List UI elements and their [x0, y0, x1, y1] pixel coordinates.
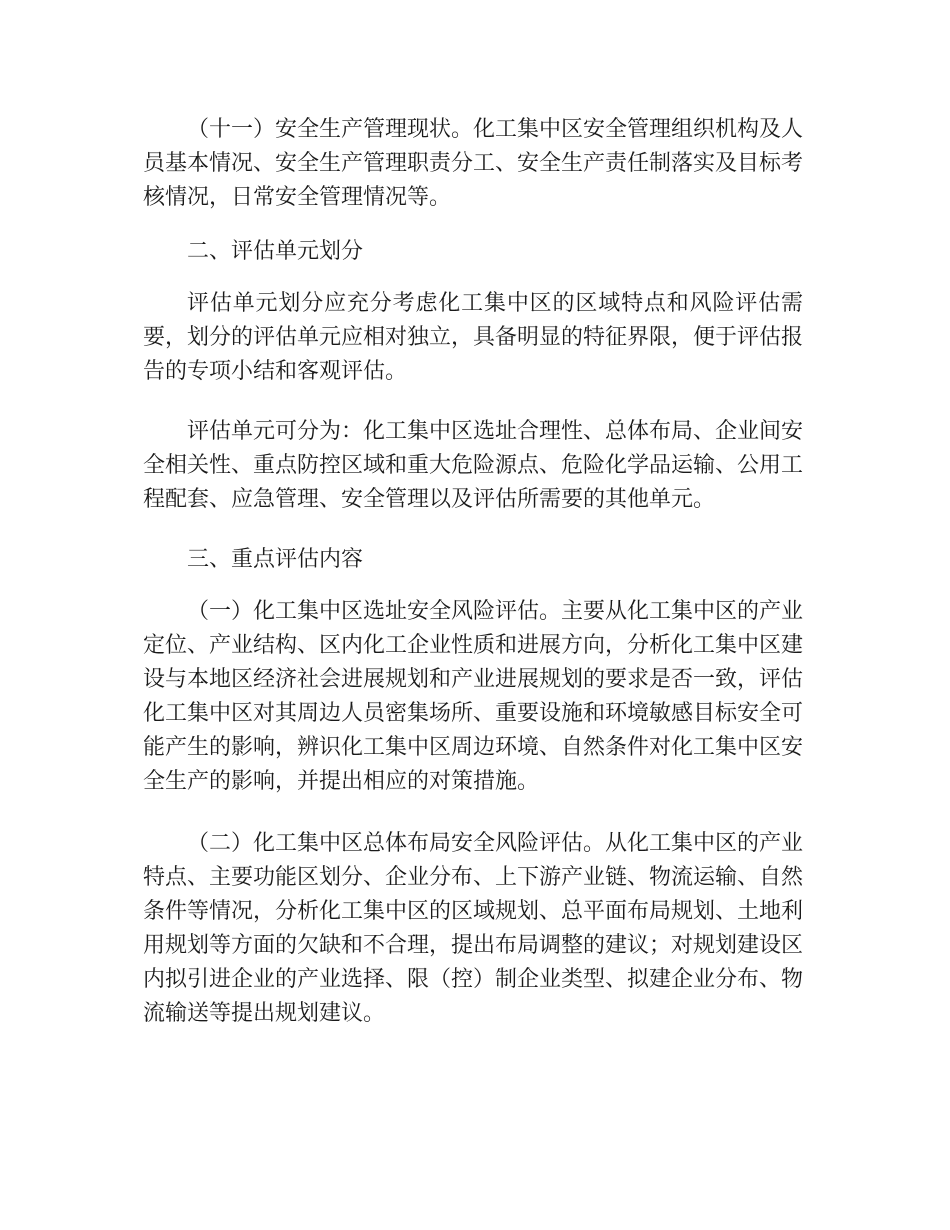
text-line: 评估单元可分为：化工集中区选址合理性、总体布局、企业间安	[187, 419, 804, 444]
text-line: 流输送等提出规划建议。	[143, 1001, 386, 1026]
section-heading-unit-division	[143, 235, 803, 269]
text-line: 全生产的影响，并提出相应的对策措施。	[143, 769, 540, 794]
text-line: （一）化工集中区选址安全风险评估。主要从化工集中区的产业	[187, 599, 804, 624]
text-line: 特点、主要功能区划分、企业分布、上下游产业链、物流运输、自然	[143, 865, 804, 890]
text-line: 告的专项小结和客观评估。	[143, 359, 408, 384]
text-line: 核情况，日常安全管理情况等。	[143, 185, 452, 210]
heading-text: 三、重点评估内容	[187, 547, 364, 572]
section-heading-key-content	[143, 543, 803, 577]
text-line: 能产生的影响，辨识化工集中区周边环境、自然条件对化工集中区安	[143, 735, 804, 760]
text-line: 全相关性、重点防控区域和重大危险源点、危险化学品运输、公用工	[143, 453, 804, 478]
paragraph-site-selection-assessment	[143, 595, 803, 799]
text-line: （二）化工集中区总体布局安全风险评估。从化工集中区的产业	[187, 831, 804, 856]
text-line: 用规划等方面的欠缺和不合理，提出布局调整的建议；对规划建设区	[143, 933, 804, 958]
text-line: 化工集中区对其周边人员密集场所、重要设施和环境敏感目标安全可	[143, 701, 804, 726]
paragraph-layout-assessment	[143, 827, 803, 1031]
text-line: 评估单元划分应充分考虑化工集中区的区域特点和风险评估需	[187, 291, 803, 316]
paragraph-unit-division	[143, 287, 803, 389]
text-line: 设与本地区经济社会进展规划和产业进展规划的要求是否一致，评估	[143, 667, 804, 692]
text-line: 定位、产业结构、区内化工企业性质和进展方向，分析化工集中区建	[143, 633, 804, 658]
paragraph-unit-types	[143, 415, 803, 517]
heading-text: 二、评估单元划分	[187, 239, 364, 264]
text-line: （十一）安全生产管理现状。化工集中区安全管理组织机构及人	[187, 117, 804, 142]
text-line: 条件等情况，分析化工集中区的区域规划、总平面布局规划、土地利	[143, 899, 804, 924]
text-line: 要，划分的评估单元应相对独立，具备明显的特征界限，便于评估报	[143, 325, 804, 350]
text-line: 程配套、应急管理、安全管理以及评估所需要的其他单元。	[143, 487, 716, 512]
paragraph-safety-management-status	[143, 113, 803, 215]
text-line: 内拟引进企业的产业选择、限（控）制企业类型、拟建企业分布、物	[143, 967, 804, 992]
text-line: 员基本情况、安全生产管理职责分工、安全生产责任制落实及目标考	[143, 151, 804, 176]
